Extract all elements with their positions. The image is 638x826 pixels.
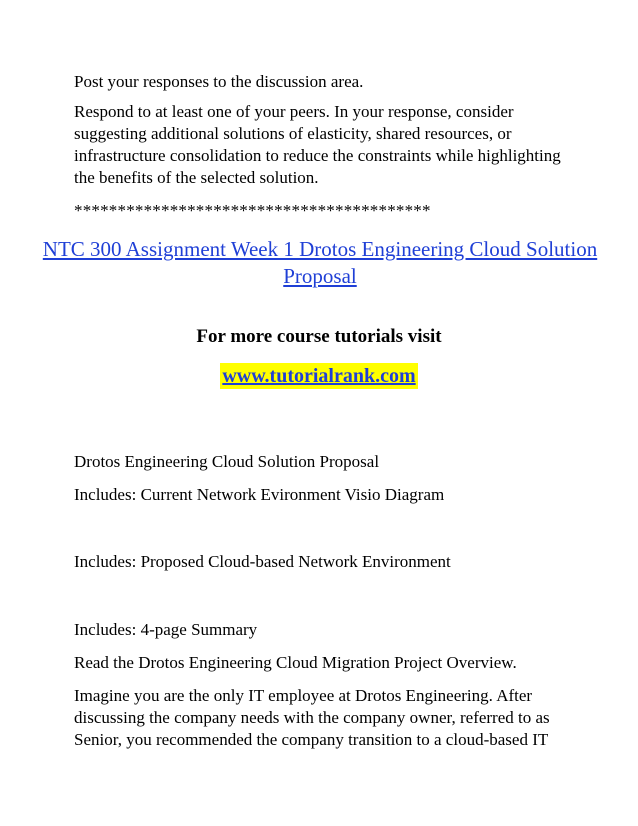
site-link[interactable]: www.tutorialrank.com [222, 365, 416, 387]
discussion-instruction: Post your responses to the discussion area. [74, 72, 364, 91]
site-link-wrapper [0, 363, 638, 389]
includes-cloud-environment: Includes: Proposed Cloud-based Network Environment [74, 552, 451, 571]
includes-summary: Includes: 4-page Summary [74, 620, 258, 639]
separator-line: ***************************************** [74, 201, 431, 220]
read-overview: Read the Drotos Engineering Cloud Migration Project Overview. [74, 653, 517, 672]
proposal-heading: Drotos Engineering Cloud Solution Proposal [74, 452, 380, 471]
respond-paragraph: Respond to at least one of your peers. In your response, consider suggesting additional solutions of elasticity, shared resources, or infrastructure consolidation to reduce the constraints while highlighting the benefits of the selected solution. [74, 102, 561, 187]
visit-text: For more course tutorials visit [196, 326, 442, 347]
assignment-title-link[interactable]: NTC 300 Assignment Week 1 Drotos Engineering Cloud Solution Proposal [42, 237, 598, 288]
imagine-paragraph: Imagine you are the only IT employee at Drotos Engineering. After discussing the company needs with the company owner, referred to as Senior, you recommended the company transition to a cloud-based IT [74, 686, 550, 749]
includes-visio-diagram: Includes: Current Network Evironment Visio Diagram [74, 485, 445, 504]
